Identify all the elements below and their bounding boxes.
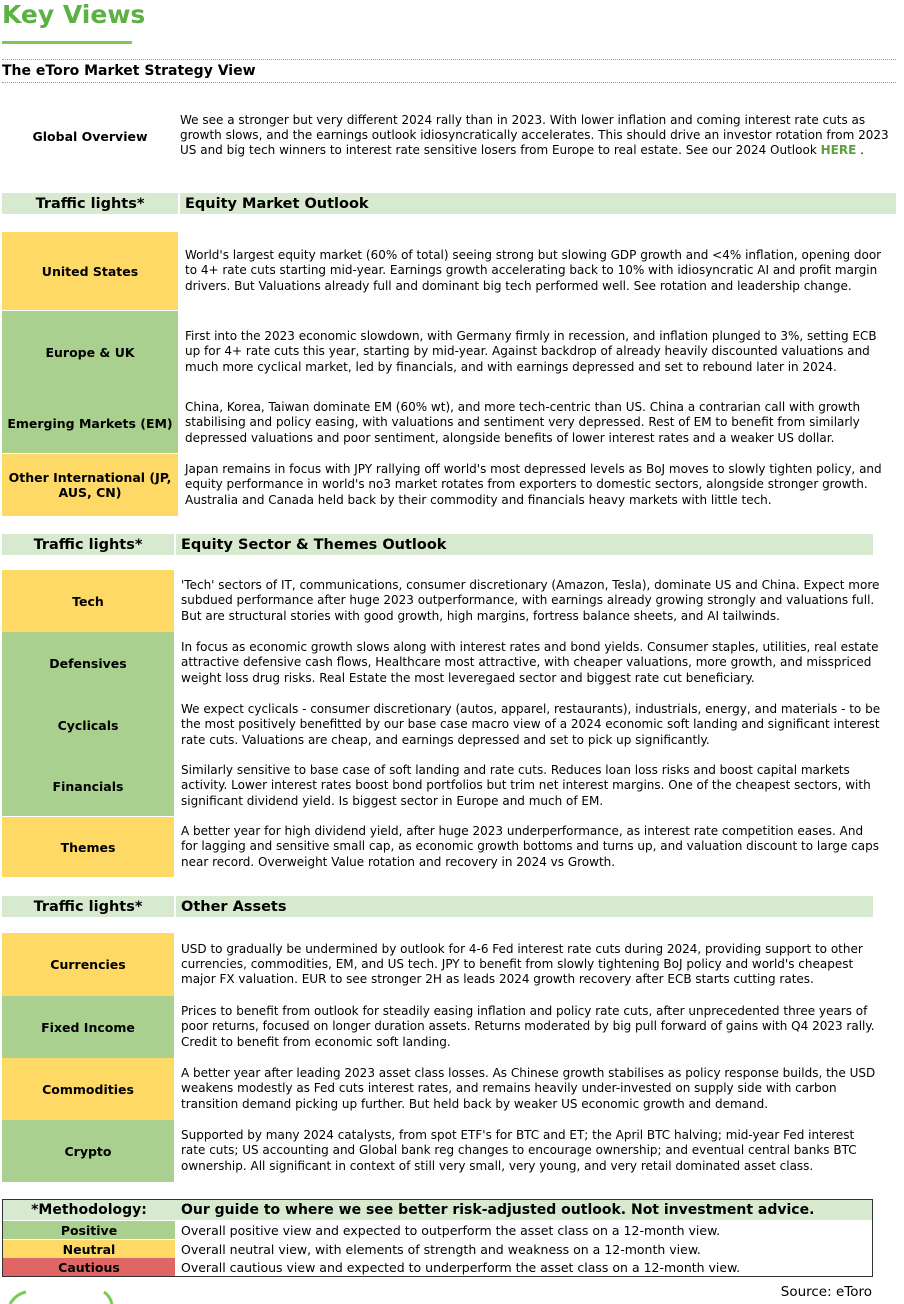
overview-label: Global Overview: [32, 128, 148, 144]
sector-outlook-head: Equity Sector & Themes Outlook: [176, 534, 873, 555]
methodology-head-text: Our guide to where we see better risk-adjusted outlook. Not investment advice.: [175, 1200, 872, 1220]
page-title: Key Views: [2, 0, 146, 29]
other-row-text-currencies: USD to gradually be undermined by outlook for 4-6 Fed interest rate cuts during 2024, providing support to other currencies, commodities, EM, and US tech. JPY to benefit from slowly tightening BoJ policy and world's cheapest major FX valuation. EUR to see stronger 2H as leads 2024 growth recovery after ECB starts cutting rates.: [181, 941, 863, 987]
legend-neutral-text: Overall neutral view, with elements of strength and weakness on a 12-month view.: [181, 1241, 701, 1257]
logo-mark-icon: [6, 1290, 116, 1304]
equity-row-text-europe: First into the 2023 economic slowdown, with Germany firmly in recession, and inflation plunged to 3%, setting ECB up for 4+ rate cuts this year, starting by mid-year. Against backdrop of already heavily discounted valuations and much more cyclical market, led by financials, and with earnings depressed and set to rebound later in 2024.: [185, 329, 877, 374]
sector-row-label-cyclicals: Cyclicals: [2, 694, 174, 756]
other-row-label-commodities: Commodities: [2, 1058, 174, 1120]
title-underline: [2, 41, 132, 44]
outlook-link[interactable]: HERE: [820, 143, 857, 158]
legend-positive-label: Positive: [3, 1221, 175, 1239]
legend-neutral-label: Neutral: [3, 1240, 175, 1258]
legend-cautious-label: Cautious: [3, 1258, 175, 1276]
sector-row-text-defensives: In focus as economic growth slows along with interest rates and bond yields. Consumer staples, utilities, real estate attractive defensive cash flows, Healthcare most attractive, with cheaper valuations, more growth, and misspriced weight loss drug risks. Real Estate the most leveregaed sector and biggest rate cut beneficiary.: [181, 640, 879, 685]
sector-row-label-financials: Financials: [2, 756, 174, 816]
other-row-text-fixed-income: Prices to benefit from outlook for steadily easing inflation and policy rate cuts, after unprecedented three years of poor returns, focused on longer duration assets. Returns moderated by big pull forward of gains with Q4 2023 rally. Credit to benefit from economic soft landing.: [181, 1004, 875, 1049]
equity-row-text-em: China, Korea, Taiwan dominate EM (60% wt), and more tech-centric than US. China a contrarian call with growth stabilising and policy easing, with valuations and sentiment very depressed. Rest of EM to benefit from similarly depressed valuations and poor sentiment, alongside benefits of lower interest rates and a weaker US dollar.: [185, 400, 861, 445]
section-subtitle: The eToro Market Strategy View: [2, 63, 256, 79]
legend-cautious-text: Overall cautious view and expected to underperform the asset class on a 12-month view.: [181, 1259, 741, 1275]
divider: [2, 82, 896, 83]
sector-row-label-tech: Tech: [2, 570, 174, 632]
other-assets-head: Other Assets: [176, 896, 873, 917]
equity-traffic-lights-head: Traffic lights*: [2, 193, 178, 214]
sector-row-text-themes: A better year for high dividend yield, after huge 2023 underperformance, as interest rate competition eases. And for lagging and sensitive small cap, as economic growth bottoms and turns up, and valuation discount to large caps near record. Overweight Value rotation and recovery in 2024 vs Growth.: [181, 824, 879, 869]
other-row-text-commodities: A better year after leading 2023 asset class losses. As Chinese growth stabilises as policy response builds, the USD weakens modestly as Fed cuts interest rates, and remains heavily under-invested on supply side with carbon transition demand picking up further. But held back by weaker US economic growth and demand.: [181, 1066, 876, 1111]
overview-text: [180, 113, 890, 159]
equity-row-text-us: World's largest equity market (60% of total) seeing strong but slowing GDP growth and <4% inflation, opening door to 4+ rate cuts starting mid-year. Earnings growth accelerating back to 10% with idiosyncratic AI and profit margin drivers. But Valuations already full and dominant big tech performed well. See rotation and leadership change.: [185, 248, 882, 293]
overview-after: .: [860, 143, 864, 158]
other-row-label-crypto: Crypto: [2, 1120, 174, 1182]
overview-body: We see a stronger but very different 2024 rally than in 2023. With lower inflation and coming interest rate cuts as growth slows, and the earnings outlook idiosyncratically accelerates. This should drive an investor rotation from 2023 US and big tech winners to interest rate sensitive losers from Europe to real estate. See our 2024 Outlook: [180, 113, 889, 158]
sector-traffic-lights-head: Traffic lights*: [2, 534, 174, 555]
equity-row-label-us: United States: [2, 232, 178, 310]
other-traffic-lights-head: Traffic lights*: [2, 896, 174, 917]
equity-row-label-intl: Other International (JP, AUS, CN): [2, 454, 178, 516]
equity-row-label-em: Emerging Markets (EM): [2, 393, 178, 453]
sector-row-text-financials: Similarly sensitive to base case of soft landing and rate cuts. Reduces loan loss risks and boost capital markets activity. Lower interest rates boost bond portfolios but trim net interest margins. One of the cheapest sectors, with significant dividend yield. Is biggest sector in Europe and much of EM.: [181, 763, 871, 808]
sector-row-text-cyclicals: We expect cyclicals - consumer discretionary (autos, apparel, restaurants), industrials, energy, and materials - to be the most positively benefitted by our base case macro view of a 2024 economic soft landing and significant interest rate cuts. Valuations are cheap, and earnings depressed and set to pick up significantly.: [181, 702, 881, 747]
divider: [2, 59, 896, 60]
sector-row-text-tech: 'Tech' sectors of IT, communications, consumer discretionary (Amazon, Tesla), dominate US and China. Expect more subdued performance after huge 2023 outperformance, with earnings already growing strongly and valuations full. But are structural stories with good growth, high margins, fortress balance sheets, and AI tailwinds.: [181, 578, 880, 623]
methodology-head-label: *Methodology:: [3, 1200, 175, 1220]
sector-row-label-defensives: Defensives: [2, 632, 174, 694]
equity-row-text-intl: Japan remains in focus with JPY rallying off world's most depressed levels as BoJ moves to slowly tighten policy, and equity performance in world's no3 market rotates from exporters to domestic sectors, alongside stronger growth. Australia and Canada held back by their commodity and financials heavy markets with little tech.: [185, 462, 882, 507]
equity-outlook-head: Equity Market Outlook: [180, 193, 896, 214]
source-note: Source: eToro: [780, 1284, 872, 1300]
other-row-label-currencies: Currencies: [2, 933, 174, 996]
other-row-label-fixed-income: Fixed Income: [2, 996, 174, 1058]
other-row-text-crypto: Supported by many 2024 catalysts, from spot ETF's for BTC and ET; the April BTC halving; mid-year Fed interest rate cuts; US accounting and Global bank reg changes to encourage ownership; and eventual central banks BTC ownership. All significant in context of still very small, very young, and very retail dominated asset class.: [181, 1128, 857, 1173]
legend-positive-text: Overall positive view and expected to outperform the asset class on a 12-month view.: [181, 1222, 721, 1238]
equity-row-label-europe: Europe & UK: [2, 311, 178, 393]
sector-row-label-themes: Themes: [2, 817, 174, 877]
